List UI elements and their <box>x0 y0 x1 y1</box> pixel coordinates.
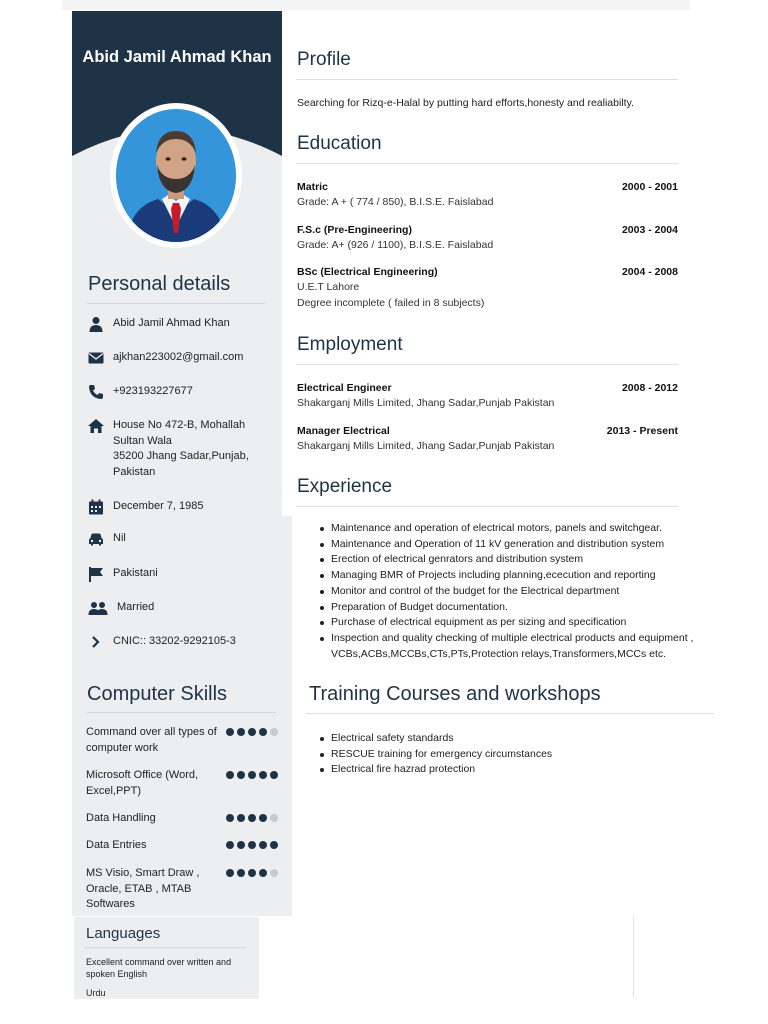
home-icon <box>88 418 104 434</box>
education-date: 2004 - 2008 <box>621 266 678 278</box>
people-icon <box>88 600 108 616</box>
detail-address: House No 472-B, Mohallah Sultan Wala 35200 Jhang Sadar,Punjab, Pakistan <box>88 418 278 480</box>
envelope-icon <box>88 350 104 366</box>
rating-dot-filled <box>237 814 245 822</box>
skill-item: Microsoft Office (Word, Excel,PPT) <box>86 768 278 799</box>
divider <box>84 947 246 948</box>
rating-dot-filled <box>237 771 245 779</box>
education-title: F.S.c (Pre-Engineering) <box>297 224 412 236</box>
page-top-strip <box>62 0 690 10</box>
rating-dot-filled <box>248 814 256 822</box>
divider <box>306 713 714 714</box>
experience-list <box>316 521 726 662</box>
list-item: Maintenance and Operation of 11 kV generation and distribution system <box>316 537 726 553</box>
skill-rating <box>226 841 278 854</box>
profile-photo <box>116 109 236 242</box>
rating-dot-filled <box>270 771 278 779</box>
rating-dot-filled <box>259 841 267 849</box>
rating-dot-filled <box>270 841 278 849</box>
rating-dot-filled <box>237 869 245 877</box>
detail-birthdate: December 7, 1985 <box>88 499 278 515</box>
flag-icon <box>88 566 104 582</box>
education-detail: Degree incomplete ( failed in 8 subjects) <box>297 297 485 309</box>
education-detail: U.E.T Lahore <box>297 281 360 293</box>
training-list <box>316 731 716 778</box>
person-icon <box>88 316 104 332</box>
list-item: RESCUE training for emergency circumstances <box>316 747 716 763</box>
education-date: 2000 - 2001 <box>621 181 678 193</box>
education-date: 2003 - 2004 <box>621 224 678 236</box>
list-item: Erection of electrical genrators and distribution system <box>316 552 726 568</box>
rating-dot-filled <box>237 728 245 736</box>
skill-item: Data Entries <box>86 838 278 854</box>
rating-dot-filled <box>226 771 234 779</box>
rating-dot-empty <box>270 814 278 822</box>
detail-driving-license: Nil <box>88 531 278 547</box>
education-detail: Grade: A+ (926 / 1100), B.I.S.E. Faislabad <box>297 239 494 251</box>
detail-phone: +923193227677 <box>88 384 278 400</box>
divider <box>296 364 678 365</box>
employment-detail: Shakarganj Mills Limited, Jhang Sadar,Punjab Pakistan <box>297 397 555 409</box>
personal-details-heading: Personal details <box>88 273 231 295</box>
rating-dot-filled <box>226 841 234 849</box>
rating-dot-filled <box>248 869 256 877</box>
skill-item: MS Visio, Smart Draw , Oracle, ETAB , MTAB Softwares <box>86 866 278 913</box>
detail-name: Abid Jamil Ahmad Khan <box>88 316 278 332</box>
profile-heading: Profile <box>297 49 351 70</box>
rating-dot-filled <box>226 869 234 877</box>
profile-text: Searching for Rizq-e-Halal by putting hard efforts,honesty and realiabilty. <box>297 97 634 109</box>
divider <box>86 712 276 713</box>
skill-item: Data Handling <box>86 811 278 827</box>
language-item: Excellent command over written and spoken English <box>86 957 232 979</box>
language-item: Urdu <box>86 988 106 998</box>
rating-dot-empty <box>270 869 278 877</box>
detail-nationality: Pakistani <box>88 566 278 582</box>
detail-cnic: CNIC:: 33202-9292105-3 <box>88 634 278 650</box>
languages-heading: Languages <box>86 925 161 942</box>
education-detail: Grade: A + ( 774 / 850), B.I.S.E. Faislabad <box>297 196 494 208</box>
employment-detail: Shakarganj Mills Limited, Jhang Sadar,Punjab Pakistan <box>297 440 555 452</box>
rating-dot-filled <box>259 869 267 877</box>
rating-dot-filled <box>259 814 267 822</box>
detail-marital-status: Married <box>88 600 278 616</box>
rating-dot-empty <box>270 728 278 736</box>
rating-dot-filled <box>237 841 245 849</box>
skill-rating <box>226 869 278 913</box>
rating-dot-filled <box>259 771 267 779</box>
resume-name: Abid Jamil Ahmad Khan <box>82 48 272 66</box>
avatar <box>110 103 242 248</box>
education-title: BSc (Electrical Engineering) <box>297 266 438 278</box>
list-item: Managing BMR of Projects including planning,ececution and reporting <box>316 568 726 584</box>
list-item: Electrical safety standards <box>316 731 716 747</box>
list-item: Electrical fire hazrad protection <box>316 762 716 778</box>
skill-rating <box>226 728 278 756</box>
education-heading: Education <box>297 133 382 154</box>
rating-dot-filled <box>248 728 256 736</box>
employment-title: Manager Electrical <box>297 425 390 437</box>
divider <box>86 303 266 304</box>
skill-rating <box>226 771 278 799</box>
rating-dot-filled <box>226 728 234 736</box>
list-item: Monitor and control of the budget for the Electrical department <box>316 584 726 600</box>
employment-title: Electrical Engineer <box>297 382 392 394</box>
rating-dot-filled <box>226 814 234 822</box>
phone-icon <box>88 384 104 400</box>
rating-dot-filled <box>248 841 256 849</box>
detail-email: ajkhan223002@gmail.com <box>88 350 278 366</box>
divider <box>296 506 678 507</box>
calendar-icon <box>88 499 104 515</box>
list-item: Purchase of electrical equipment as per sizing and specification <box>316 615 726 631</box>
experience-heading: Experience <box>297 476 393 497</box>
employment-heading: Employment <box>297 334 403 355</box>
rating-dot-filled <box>248 771 256 779</box>
list-item: Inspection and quality checking of multiple electrical products and equipment , VCBs,ACBs,MCCBs,CTs,PTs,Protection relays,Transformers,MCCs etc. <box>316 631 726 662</box>
skill-item: Command over all types of computer work <box>86 725 278 756</box>
chevron-right-icon <box>88 634 104 650</box>
list-item: Maintenance and operation of electrical motors, panels and switchgear. <box>316 521 726 537</box>
car-icon <box>88 531 104 547</box>
employment-date: 2013 - Present <box>606 425 678 437</box>
employment-date: 2008 - 2012 <box>621 382 678 394</box>
skill-rating <box>226 814 278 827</box>
computer-skills-heading: Computer Skills <box>87 683 228 705</box>
divider <box>296 163 678 164</box>
divider <box>296 79 678 80</box>
education-title: Matric <box>297 181 328 193</box>
list-item: Preparation of Budget documentation. <box>316 600 726 616</box>
training-heading: Training Courses and workshops <box>309 683 601 705</box>
rating-dot-filled <box>259 728 267 736</box>
divider <box>633 916 634 998</box>
